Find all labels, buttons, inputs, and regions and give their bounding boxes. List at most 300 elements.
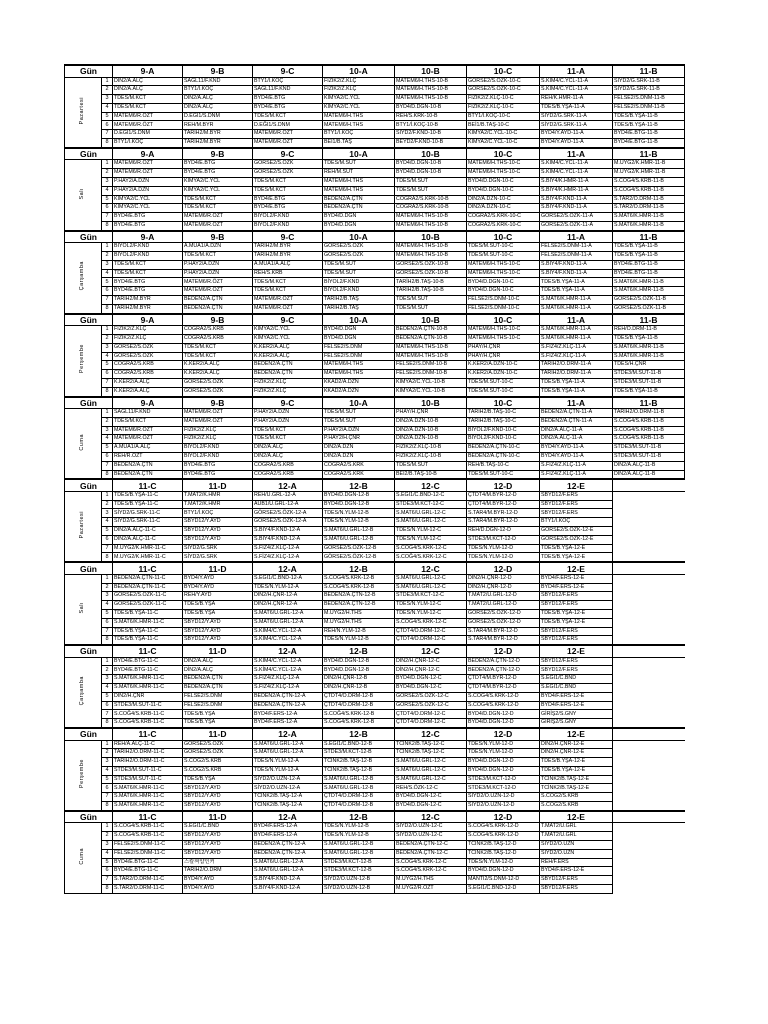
- lesson-cell: TDES/M.SUT-10-C: [467, 378, 540, 387]
- lesson-cell: S.MAT6/U.GRL-12-B: [323, 775, 395, 784]
- table-row: [65, 103, 685, 112]
- lesson-cell: T.MAT2/U.GRL-12-D: [467, 592, 540, 601]
- table-row: [65, 426, 685, 435]
- empty-cell: [613, 710, 685, 719]
- table-row: [65, 867, 685, 876]
- table-row: [65, 269, 685, 278]
- lesson-cell: MATEM6/H.THS-10-B: [395, 343, 467, 352]
- table-row: [65, 500, 685, 509]
- table-row: [65, 378, 685, 387]
- lesson-cell: S.MAT6/K.HMR-11-C: [113, 675, 183, 684]
- header-row: [65, 397, 685, 409]
- lesson-cell: TDES/M.KCT: [253, 426, 323, 435]
- lesson-cell: MATEM6/H.THS-10-C: [467, 160, 540, 169]
- lesson-cell: TDES/N.YLM-12-D: [467, 740, 540, 749]
- lesson-cell: M.UYG2/R.ÖZT: [395, 884, 467, 893]
- lesson-cell: BYD4/D.DGN-12-C: [395, 684, 467, 693]
- lesson-cell: ÇTDT4/O.DRM-12-C: [395, 627, 467, 636]
- period-number: 6: [102, 784, 113, 793]
- lesson-cell: TDES/B.YŞA-11-C: [113, 627, 183, 636]
- lesson-cell: GÖRSE2/S.ÖZK-11-A: [540, 221, 613, 230]
- gun-header: Gün: [65, 479, 113, 491]
- lesson-cell: STDE3/M.SUT-11-B: [613, 444, 685, 453]
- lesson-cell: MATEM6/R.ÖZT: [113, 160, 183, 169]
- empty-cell: [613, 491, 685, 500]
- lesson-cell: MATEM6/R.ÖZT: [183, 278, 253, 287]
- lesson-cell: MATEM6/H.THS-10-C: [467, 334, 540, 343]
- lesson-cell: S.MAT6/K.HMR-11-C: [113, 802, 183, 811]
- table-row: [65, 618, 685, 627]
- empty-cell: [613, 811, 685, 823]
- lesson-cell: BTY1/İ.KOÇ: [540, 518, 613, 527]
- period-number: 3: [102, 675, 113, 684]
- lesson-cell: TDES/B.YŞA-11-B: [613, 252, 685, 261]
- lesson-cell: KİMYA2/C.YCL: [183, 177, 253, 186]
- period-number: 4: [102, 269, 113, 278]
- empty-cell: [613, 728, 685, 740]
- lesson-cell: K.KER2/A.ALÇ: [183, 370, 253, 379]
- lesson-cell: TCİNK2/B.TAŞ-12-A: [253, 802, 323, 811]
- lesson-cell: SİYD2/O.UZN-12-C: [395, 823, 467, 832]
- table-row: [65, 849, 685, 858]
- lesson-cell: BİYOL2/F.KND: [253, 221, 323, 230]
- lesson-cell: FİZİK2/Z.KLÇ: [253, 387, 323, 396]
- lesson-cell: M.UYG2/K.HMR-11-C: [113, 544, 183, 553]
- lesson-cell: REH/F.ERS: [540, 858, 613, 867]
- gun-header: Gün: [65, 562, 113, 574]
- lesson-cell: GÖRSE2/S.ÖZK-12-B: [323, 553, 395, 562]
- lesson-cell: FELSE2/S.DNM: [323, 352, 395, 361]
- class-header: 10-A: [323, 314, 395, 326]
- lesson-cell: BYD4/F.ERS-12-E: [540, 692, 613, 701]
- lesson-cell: COĞRA2/S.KRB: [113, 361, 183, 370]
- class-header: 9-C: [253, 148, 323, 160]
- lesson-cell: BYD4/D.DGN-12-B: [323, 657, 395, 666]
- lesson-cell: BYD4/E.BTG: [183, 160, 253, 169]
- table-row: [65, 740, 685, 749]
- lesson-cell: S.MAT6/K.HMR-11-A: [540, 296, 613, 305]
- lesson-cell: BEDEN2/A.ÇTN-12-A: [253, 701, 323, 710]
- lesson-cell: BYD4/E.BTG: [183, 461, 253, 470]
- lesson-cell: REH/Y.AYD: [183, 592, 253, 601]
- lesson-cell: GÖRSE2/S.ÖZK-12-C: [395, 701, 467, 710]
- lesson-cell: BYD4/E.BTG-11-B: [613, 260, 685, 269]
- lesson-cell: SBYD12/Y.AYD: [183, 636, 253, 645]
- lesson-cell: MATEM6/R.ÖZT: [183, 417, 253, 426]
- lesson-cell: TDES/M.KCT: [183, 252, 253, 261]
- table-row: [65, 130, 685, 139]
- class-header: 10-C: [467, 65, 540, 77]
- lesson-cell: BYD4/E.BTG-11-B: [613, 269, 685, 278]
- lesson-cell: BEDEN2/A.ÇTN-10-B: [395, 334, 467, 343]
- lesson-cell: K.KER2/A.ALÇ: [183, 361, 253, 370]
- empty-cell: [613, 832, 685, 841]
- table-row: [65, 675, 685, 684]
- lesson-cell: S.MAT6/K.HMR-11-B: [613, 213, 685, 222]
- lesson-cell: TDES/M.SUT: [395, 296, 467, 305]
- lesson-cell: BEDEN2/A.ÇTN: [253, 361, 323, 370]
- lesson-cell: MATEM6/H.THS-10-B: [395, 352, 467, 361]
- period-number: 3: [102, 177, 113, 186]
- lesson-cell: MATEM6/H.THS: [323, 112, 395, 121]
- lesson-cell: FİZİK2/Z.KLÇ-10-C: [467, 95, 540, 104]
- lesson-cell: BTY1/İ.KOÇ: [113, 139, 183, 148]
- lesson-cell: KİMYA2/C.YCL: [183, 186, 253, 195]
- lesson-cell: TCİNK2/B.TAŞ-12-D: [467, 840, 540, 849]
- period-number: 5: [102, 195, 113, 204]
- lesson-cell: K.KER2/A.ALÇ: [253, 352, 323, 361]
- period-number: 4: [102, 849, 113, 858]
- empty-cell: [613, 876, 685, 885]
- lesson-cell: TDES/B.YŞA-12-E: [540, 544, 613, 553]
- table-row: [65, 121, 685, 130]
- period-number: 6: [102, 701, 113, 710]
- lesson-cell: BYD4/E.BTG-11-B: [613, 139, 685, 148]
- lesson-cell: S.COĞ4/S.KRB-11-C: [113, 823, 183, 832]
- lesson-cell: S.KİM4/C.YCL-11-A: [540, 169, 613, 178]
- class-header: 12-E: [540, 811, 613, 823]
- lesson-cell: SİYD2/O.UZN-12-D: [467, 802, 540, 811]
- lesson-cell: MATEM6/H.THS-10-B: [395, 243, 467, 252]
- lesson-cell: BİYOL2/F.KND: [253, 213, 323, 222]
- empty-cell: [613, 802, 685, 811]
- lesson-cell: FELSE2/S.DNM-11-B: [613, 103, 685, 112]
- lesson-cell: S.MAT6/U.GRL-12-C: [395, 775, 467, 784]
- lesson-cell: SBYD12/F.ERS: [540, 666, 613, 675]
- lesson-cell: BEİ1/B.TAŞ-10-C: [467, 121, 540, 130]
- lesson-cell: REH/N.YLM-12-B: [323, 627, 395, 636]
- gun-header: Gün: [65, 148, 113, 160]
- class-header: 12-E: [540, 728, 613, 740]
- lesson-cell: S.COĞ2/S.KRB: [183, 766, 253, 775]
- period-number: 6: [102, 370, 113, 379]
- lesson-cell: DİN2/A.DZN-10-B: [395, 417, 467, 426]
- lesson-cell: GÖRSE2/S.ÖZK: [253, 160, 323, 169]
- empty-cell: [613, 562, 685, 574]
- lesson-cell: SBYD12/Y.AYD: [183, 840, 253, 849]
- empty-cell: [613, 758, 685, 767]
- lesson-cell: FELSE2/S.DNM-11-C: [113, 849, 183, 858]
- period-number: 7: [102, 793, 113, 802]
- lesson-cell: ÇTDT4/O.DRM-12-C: [395, 719, 467, 728]
- lesson-cell: TDES/N.YLM-12-D: [467, 858, 540, 867]
- lesson-cell: SİYD2/G.SRK-11-C: [113, 509, 183, 518]
- lesson-cell: TDES/B.YŞA: [183, 775, 253, 784]
- lesson-cell: DİN2/A.ALÇ-11-C: [113, 535, 183, 544]
- lesson-cell: TDES/M.KCT: [253, 287, 323, 296]
- lesson-cell: TDES/M.KCT: [113, 103, 183, 112]
- lesson-cell: MATEM6/R.ÖZT: [253, 296, 323, 305]
- lesson-cell: SBYD12/Y.AYD: [183, 793, 253, 802]
- lesson-cell: D.EĞI1/S.DNM: [113, 130, 183, 139]
- class-header: 12-B: [323, 811, 395, 823]
- lesson-cell: COĞRA2/S.KRK-10-C: [467, 213, 540, 222]
- lesson-cell: DİN2/A.DZN-10-C: [467, 195, 540, 204]
- class-header: 12-D: [467, 811, 540, 823]
- lesson-cell: ÇTDT4/O.DRM-12-B: [323, 802, 395, 811]
- lesson-cell: STDE3/M.SUT-11-C: [113, 775, 183, 784]
- lesson-cell: S.COĞ4/S.KRB-11-B: [613, 426, 685, 435]
- empty-cell: [613, 849, 685, 858]
- empty-cell: [613, 553, 685, 562]
- lesson-cell: SİYD2/O.UZN-12-B: [323, 876, 395, 885]
- lesson-cell: TDES/B.YŞA-11-B: [613, 112, 685, 121]
- lesson-cell: TDES/B.YŞA-11-C: [113, 609, 183, 618]
- lesson-cell: TARİH2/M.BYR: [113, 296, 183, 305]
- lesson-cell: S.KİM4/C.YCL-12-A: [253, 657, 323, 666]
- lesson-cell: SİYD2/O.UZN-12-C: [395, 832, 467, 841]
- empty-cell: [613, 509, 685, 518]
- class-header: 9-A: [113, 231, 183, 243]
- table-row: [65, 775, 685, 784]
- lesson-cell: BİYOL2/F.KND: [183, 444, 253, 453]
- lesson-cell: GÖRSE2/S.ÖZK-11-B: [613, 296, 685, 305]
- header-row: [65, 314, 685, 326]
- lesson-cell: BEDEN2/A.ÇTN-11-A: [540, 409, 613, 418]
- lesson-cell: STDE3/M.SUT-11-C: [113, 766, 183, 775]
- table-row: [65, 609, 685, 618]
- lesson-cell: BEDEN2/A.ÇTN: [323, 204, 395, 213]
- lesson-cell: MATEM6/R.ÖZT: [113, 426, 183, 435]
- class-header: 10-C: [467, 231, 540, 243]
- lesson-cell: SİYD2/O.UZN-12-A: [253, 784, 323, 793]
- lesson-cell: TDES/N.YLM-12-C: [395, 601, 467, 610]
- header-row: [65, 728, 685, 740]
- period-number: 5: [102, 609, 113, 618]
- period-number: 1: [102, 740, 113, 749]
- lesson-cell: M.UYG2/K.HMR-11-C: [113, 553, 183, 562]
- table-row: [65, 95, 685, 104]
- table-row: [65, 387, 685, 396]
- lesson-cell: TDES/M.KCT: [113, 95, 183, 104]
- lesson-cell: COĞRA2/S.KRK-10-B: [395, 204, 467, 213]
- empty-cell: [613, 884, 685, 893]
- lesson-cell: DİN2/A.ALÇ-11-C: [113, 527, 183, 536]
- period-number: 3: [102, 426, 113, 435]
- day-label: [65, 574, 102, 645]
- lesson-cell: COĞRA2/S.KRK: [323, 461, 395, 470]
- lesson-cell: BYD4/E.BTG: [113, 213, 183, 222]
- lesson-cell: GÖRSE2/S.ÖZK-12-D: [467, 618, 540, 627]
- lesson-cell: TCİNK2/B.TAŞ-12-E: [540, 775, 613, 784]
- table-row: [65, 666, 685, 675]
- lesson-cell: TDES/N.YLM-12-B: [323, 518, 395, 527]
- period-number: 4: [102, 518, 113, 527]
- lesson-cell: BYD4/D.DGN-12-B: [323, 491, 395, 500]
- lesson-cell: TDES/M.SUT: [395, 177, 467, 186]
- lesson-cell: P.HAY2/H.ÇNR: [323, 435, 395, 444]
- period-number: 3: [102, 840, 113, 849]
- lesson-cell: KKAD2/A.DZN: [323, 378, 395, 387]
- lesson-cell: BEDEN2/A.ÇTN-11-C: [113, 574, 183, 583]
- table-row: [65, 527, 685, 536]
- lesson-cell: REH/S.ÖZK-12-C: [395, 784, 467, 793]
- class-header: 11-A: [540, 397, 613, 409]
- lesson-cell: STDE3/M.KCT-12-D: [467, 775, 540, 784]
- lesson-cell: BYD4/E.BTG: [253, 195, 323, 204]
- empty-cell: [613, 601, 685, 610]
- lesson-cell: S.MAT6/K.HMR-11-C: [113, 684, 183, 693]
- lesson-cell: ÇTDT4/M.BYR-12-D: [467, 675, 540, 684]
- lesson-cell: MATEM6/R.ÖZT: [183, 221, 253, 230]
- lesson-cell: S.MAT6/U.GRL-12-C: [395, 583, 467, 592]
- day-label: [65, 740, 102, 811]
- lesson-cell: MATEM6/H.THS: [323, 121, 395, 130]
- class-header: 11-C: [113, 479, 183, 491]
- lesson-cell: S.COĞ4/S.KRB-11-B: [613, 417, 685, 426]
- table-row: [65, 343, 685, 352]
- lesson-cell: BYD4/E.BTG: [253, 204, 323, 213]
- lesson-cell: MATEM6/R.ÖZT: [183, 287, 253, 296]
- table-row: [65, 858, 685, 867]
- lesson-cell: S.BİY4/F.KND-11-A: [540, 195, 613, 204]
- lesson-cell: BYD4/Y.AYD-11-A: [540, 139, 613, 148]
- lesson-cell: MATEM6/H.THS-10-C: [467, 169, 540, 178]
- period-number: 3: [102, 343, 113, 352]
- empty-cell: [613, 657, 685, 666]
- gun-header: Gün: [65, 728, 113, 740]
- lesson-cell: BYD4/E.BTG: [113, 278, 183, 287]
- table-row: [65, 574, 685, 583]
- lesson-cell: S.KİM4/C.YCL-11-A: [540, 160, 613, 169]
- period-number: 7: [102, 710, 113, 719]
- header-row: [65, 65, 685, 77]
- class-header: 11-A: [540, 148, 613, 160]
- period-number: 3: [102, 260, 113, 269]
- lesson-cell: ÇTDT4/O.DRM-12-C: [395, 710, 467, 719]
- lesson-cell: ÇTDT4/M.BYR-12-D: [467, 491, 540, 500]
- table-row: [65, 169, 685, 178]
- header-row: [65, 811, 685, 823]
- lesson-cell: BEDEN2/A.ÇTN-12-C: [395, 840, 467, 849]
- class-header: 12-C: [395, 479, 467, 491]
- lesson-cell: REH/O.DRM-11-B: [613, 326, 685, 335]
- empty-cell: [613, 858, 685, 867]
- empty-cell: [613, 627, 685, 636]
- lesson-cell: COĞRA2/S.KRB: [253, 470, 323, 479]
- lesson-cell: FİZİK2/Z.KLÇ: [323, 86, 395, 95]
- lesson-cell: BİYOL2/F.KND-10-C: [467, 435, 540, 444]
- period-number: 4: [102, 352, 113, 361]
- class-header: 11-C: [113, 562, 183, 574]
- period-number: 8: [102, 719, 113, 728]
- lesson-cell: MATEM6/R.ÖZT: [253, 130, 323, 139]
- lesson-cell: D.EĞI1/S.DNM: [253, 121, 323, 130]
- lesson-cell: REH/B.TAŞ-10-C: [467, 461, 540, 470]
- lesson-cell: KİMYA2/C.YCL: [323, 95, 395, 104]
- period-number: 1: [102, 823, 113, 832]
- period-number: 2: [102, 666, 113, 675]
- empty-cell: [613, 609, 685, 618]
- lesson-cell: MATEM6/R.ÖZT: [253, 304, 323, 313]
- lesson-cell: BTY1/İ.KOÇ: [183, 509, 253, 518]
- lesson-cell: S.MAT6/U.GRL-12-B: [323, 535, 395, 544]
- lesson-cell: S.COĞ4/S.KRB-11-C: [113, 832, 183, 841]
- lesson-cell: BİYOL2/F.KND-10-C: [467, 426, 540, 435]
- lesson-cell: P.HAY2/A.DZN: [113, 186, 183, 195]
- day-name: Salı: [79, 601, 86, 614]
- period-number: 4: [102, 684, 113, 693]
- table-row: [65, 749, 685, 758]
- lesson-cell: SAĞL11/F.KND: [253, 86, 323, 95]
- class-header: 10-B: [395, 397, 467, 409]
- lesson-cell: S.TAR2/O.DRM-11-B: [613, 204, 685, 213]
- table-row: [65, 784, 685, 793]
- lesson-cell: STDE3/M.KCT-12-D: [467, 535, 540, 544]
- lesson-cell: COĞRA2/S.KRB: [253, 461, 323, 470]
- lesson-cell: REH/A.ALÇ-11-C: [113, 740, 183, 749]
- empty-cell: [613, 544, 685, 553]
- lesson-cell: SBYD12/F.ERS: [540, 491, 613, 500]
- empty-cell: [613, 784, 685, 793]
- lesson-cell: GÖRSE2/S.ÖZK-10-B: [395, 260, 467, 269]
- table-row: [65, 287, 685, 296]
- lesson-cell: BYD4/Y.AYD-11-A: [540, 444, 613, 453]
- lesson-cell: S.TAR2/O.DRM-11-C: [113, 884, 183, 893]
- lesson-cell: FELSE2/S.DNM: [323, 343, 395, 352]
- lesson-cell: TDES/B.YŞA-11-B: [613, 121, 685, 130]
- lesson-cell: PHAY/H.ÇNR: [467, 343, 540, 352]
- lesson-cell: GÖRSE2/S.ÖZK-12-E: [540, 527, 613, 536]
- lesson-cell: SBYD12/Y.AYD: [183, 627, 253, 636]
- table-row: [65, 77, 685, 86]
- lesson-cell: BEDEN2/A.ÇTN-12-B: [323, 592, 395, 601]
- lesson-cell: KİMYA2/C.YCL-10-C: [467, 139, 540, 148]
- table-row: [65, 627, 685, 636]
- lesson-cell: MATEM6/R.ÖZT: [113, 112, 183, 121]
- empty-cell: [613, 823, 685, 832]
- lesson-cell: SBYD12/F.ERS: [540, 636, 613, 645]
- lesson-cell: S.MAT6/K.HMR-11-C: [113, 784, 183, 793]
- class-header: 12-A: [253, 728, 323, 740]
- day-label: [65, 491, 102, 562]
- lesson-cell: DİN2/H.ÇNR-12-C: [395, 666, 467, 675]
- lesson-cell: MATEM6/R.ÖZT: [113, 435, 183, 444]
- table-row: [65, 461, 685, 470]
- lesson-cell: S.COĞ4/S.KRB-11-B: [613, 186, 685, 195]
- empty-cell: [613, 645, 685, 657]
- period-number: 8: [102, 636, 113, 645]
- lesson-cell: S.TAR4/M.BYR-12-D: [467, 627, 540, 636]
- period-number: 4: [102, 766, 113, 775]
- period-number: 4: [102, 435, 113, 444]
- lesson-cell: GÖRSE2/S.ÖZK-10-B: [395, 269, 467, 278]
- period-number: 5: [102, 361, 113, 370]
- lesson-cell: BEDEN2/A.ÇTN-12-A: [253, 849, 323, 858]
- lesson-cell: TDES/N.YLM-12-B: [323, 832, 395, 841]
- lesson-cell: AUB1/U.GRL-12-A: [253, 500, 323, 509]
- header-row: [65, 562, 685, 574]
- lesson-cell: BYD4/D.DGN-10-C: [467, 287, 540, 296]
- lesson-cell: DİN2/A.ALÇ: [253, 444, 323, 453]
- lesson-cell: S.MAT6/U.GRL-12-A: [253, 609, 323, 618]
- lesson-cell: BYD4/D.DGN-12-B: [323, 500, 395, 509]
- period-number: 7: [102, 876, 113, 885]
- lesson-cell: BYD4/E.BTG: [113, 221, 183, 230]
- lesson-cell: K.KER2/A.ALÇ: [113, 378, 183, 387]
- lesson-cell: BEDEN2/A.ÇTN-12-A: [253, 840, 323, 849]
- empty-cell: [613, 684, 685, 693]
- lesson-cell: KİMYA2/C.YCL: [253, 326, 323, 335]
- lesson-cell: S.MAT6/K.HMR-11-A: [540, 326, 613, 335]
- lesson-cell: FİZİK2/Z.KLÇ-10-B: [395, 452, 467, 461]
- lesson-cell: DİN2/A.ALÇ-11-A: [540, 435, 613, 444]
- lesson-cell: REH/S.KRK-10-B: [395, 112, 467, 121]
- period-number: 8: [102, 884, 113, 893]
- period-number: 8: [102, 387, 113, 396]
- table-row: [65, 417, 685, 426]
- class-header: 9-A: [113, 148, 183, 160]
